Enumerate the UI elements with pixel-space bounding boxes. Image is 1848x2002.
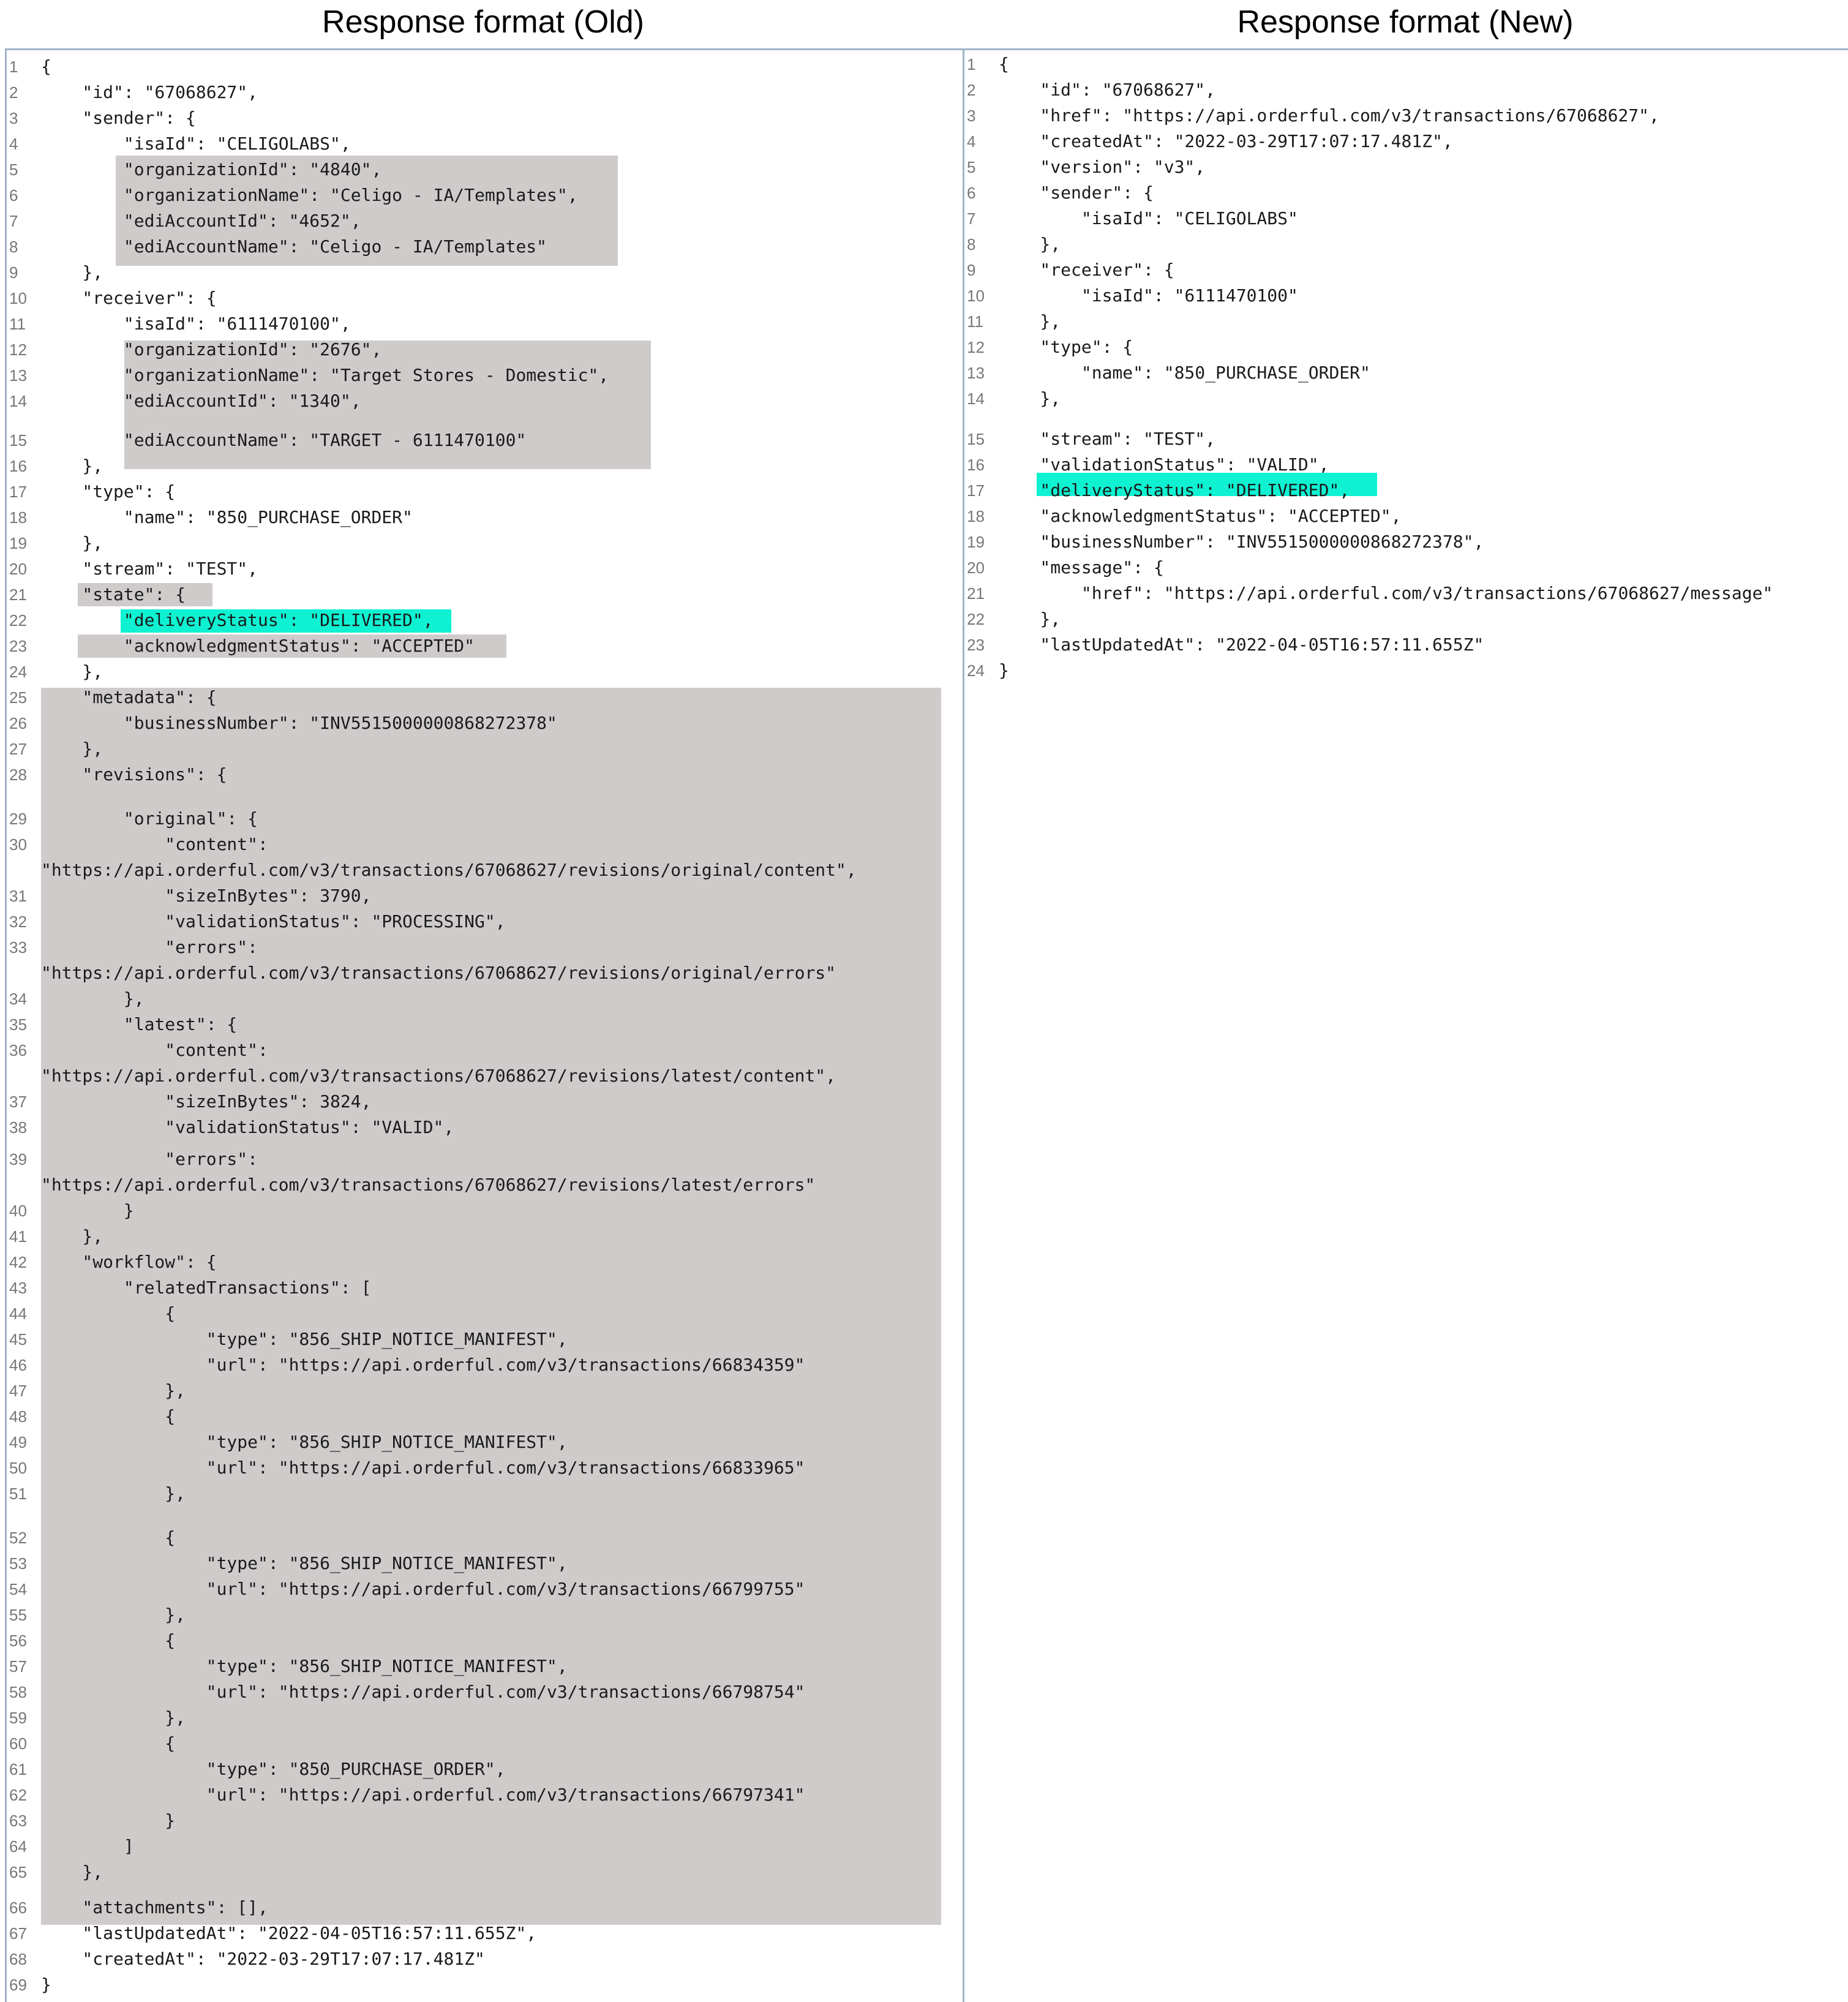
code-line: [7, 1352, 963, 1378]
code-text: "deliveryStatus": "DELIVERED",: [999, 480, 1350, 500]
code-text: "ediAccountName": "TARGET - 6111470100": [41, 430, 527, 450]
line-number: 5: [9, 160, 18, 179]
line-number: 58: [9, 1683, 27, 1701]
code-text: },: [999, 388, 1061, 408]
code-line: [7, 1834, 963, 1859]
code-line: [7, 1063, 963, 1089]
line-number: 21: [9, 585, 27, 604]
code-text: },: [41, 739, 103, 759]
code-text: "sizeInBytes": 3790,: [41, 886, 372, 906]
code-line: [7, 710, 963, 736]
code-text: "type": "856_SHIP_NOTICE_MANIFEST",: [41, 1656, 568, 1676]
code-line: [7, 1249, 963, 1275]
code-text: "deliveryStatus": "DELIVERED",: [41, 610, 434, 630]
line-number: 13: [9, 366, 27, 385]
code-text: "errors":: [41, 1149, 258, 1169]
code-text: {: [41, 1630, 176, 1650]
line-number: 11: [9, 315, 26, 333]
code-line: [7, 857, 963, 883]
code-line: [7, 909, 963, 935]
line-number: 60: [9, 1734, 27, 1753]
code-line: [7, 1404, 963, 1429]
code-text: },: [999, 311, 1061, 331]
line-number: 25: [9, 688, 27, 707]
line-number: 16: [9, 457, 27, 475]
code-line: [7, 1012, 963, 1037]
code-text: "id": "67068627",: [999, 80, 1216, 100]
code-line: [7, 311, 963, 337]
code-text: "sender": {: [999, 183, 1154, 203]
line-number: 9: [967, 261, 976, 279]
code-line: [7, 1378, 963, 1404]
line-number: 12: [967, 338, 985, 356]
line-number: 27: [9, 740, 27, 758]
code-text: "isaId": "CELIGOLABS": [999, 208, 1298, 228]
code-line: [964, 154, 1848, 180]
code-line: [7, 736, 963, 762]
code-line: [7, 234, 963, 260]
code-line: [7, 530, 963, 556]
code-text: "href": "https://api.orderful.com/v3/transactions/67068627",: [999, 105, 1659, 126]
code-line: [7, 1198, 963, 1224]
code-line: [964, 309, 1848, 334]
line-number: 11: [967, 312, 983, 331]
code-line: [7, 479, 963, 505]
code-text: "type": {: [41, 481, 176, 502]
line-number: 55: [9, 1606, 27, 1624]
code-text: "original": {: [41, 808, 258, 829]
code-line: [964, 478, 1848, 503]
code-text: }: [999, 660, 1009, 680]
new-format-code-panel: [963, 48, 1848, 2002]
code-text: "stream": "TEST",: [41, 559, 258, 579]
code-text: "lastUpdatedAt": "2022-04-05T16:57:11.655Z",: [41, 1923, 537, 1943]
code-text: "createdAt": "2022-03-29T17:07:17.481Z",: [999, 131, 1453, 151]
code-line: [7, 505, 963, 530]
code-text: },: [41, 1380, 186, 1401]
code-text: },: [41, 1605, 186, 1625]
code-line: [7, 1429, 963, 1455]
line-number: 45: [9, 1330, 27, 1349]
line-number: 9: [9, 263, 18, 282]
code-line: [7, 1481, 963, 1507]
code-line: [964, 51, 1848, 77]
code-line: [7, 1731, 963, 1756]
line-number: 39: [9, 1150, 27, 1168]
line-number: 34: [9, 990, 27, 1008]
code-line: [7, 427, 963, 453]
code-text: "organizationId": "2676",: [41, 339, 382, 359]
code-text: "type": "856_SHIP_NOTICE_MANIFEST",: [41, 1329, 568, 1349]
line-number: 49: [9, 1433, 27, 1451]
code-text: "acknowledgmentStatus": "ACCEPTED": [41, 636, 475, 656]
line-number: 18: [9, 508, 27, 527]
line-number: 36: [9, 1041, 27, 1059]
code-line: [964, 257, 1848, 283]
code-line: [7, 363, 963, 388]
code-text: "type": {: [999, 337, 1133, 357]
code-line: [7, 1115, 963, 1140]
code-line: [7, 1172, 963, 1198]
code-text: "type": "856_SHIP_NOTICE_MANIFEST",: [41, 1553, 568, 1573]
code-text: }: [41, 1810, 176, 1831]
line-number: 47: [9, 1382, 27, 1400]
new-format-title: Response format (New): [1237, 4, 1574, 40]
code-text: "name": "850_PURCHASE_ORDER": [999, 363, 1370, 383]
code-text: "receiver": {: [999, 260, 1174, 280]
line-number: 61: [9, 1760, 27, 1778]
code-text: "sender": {: [41, 108, 196, 128]
code-text: "isaId": "6111470100",: [41, 314, 351, 334]
line-number: 64: [9, 1837, 27, 1856]
line-number: 26: [9, 714, 27, 732]
code-line: [7, 986, 963, 1012]
code-line: [7, 883, 963, 909]
code-text: },: [41, 1226, 103, 1246]
line-number: 17: [967, 481, 985, 500]
line-number: 10: [9, 289, 27, 307]
code-text: },: [999, 234, 1061, 254]
code-text: "type": "856_SHIP_NOTICE_MANIFEST",: [41, 1432, 568, 1452]
code-text: },: [41, 262, 103, 282]
line-number: 66: [9, 1899, 27, 1917]
code-text: ]: [41, 1836, 134, 1856]
code-line: [7, 1525, 963, 1551]
line-number: 14: [967, 389, 985, 408]
line-number: 35: [9, 1015, 27, 1034]
code-text: "latest": {: [41, 1014, 238, 1034]
code-line: [7, 1972, 963, 1998]
code-text: "https://api.orderful.com/v3/transactions/67068627/revisions/latest/errors": [41, 1175, 816, 1195]
line-number: 54: [9, 1580, 27, 1598]
line-number: 20: [967, 559, 985, 577]
code-line: [7, 105, 963, 131]
line-number: 38: [9, 1118, 27, 1137]
code-line: [964, 529, 1848, 555]
code-text: "organizationName": "Target Stores - Domestic",: [41, 365, 609, 385]
code-text: "ediAccountId": "1340",: [41, 391, 361, 411]
code-text: "url": "https://api.orderful.com/v3/transactions/66797341": [41, 1785, 805, 1805]
code-text: "revisions": {: [41, 764, 227, 785]
code-text: "href": "https://api.orderful.com/v3/transactions/67068627/message": [999, 583, 1773, 603]
code-text: "sizeInBytes": 3824,: [41, 1091, 372, 1112]
code-text: },: [41, 533, 103, 553]
code-text: "https://api.orderful.com/v3/transactions/67068627/revisions/original/content",: [41, 860, 857, 880]
code-line: [964, 632, 1848, 658]
line-number: 3: [967, 107, 976, 125]
line-number: 62: [9, 1786, 27, 1804]
code-line: [7, 1654, 963, 1679]
code-text: "ediAccountId": "4652",: [41, 211, 361, 231]
line-number: 44: [9, 1304, 27, 1323]
code-line: [964, 658, 1848, 683]
code-text: "content":: [41, 834, 268, 854]
line-number: 4: [967, 132, 976, 151]
code-line: [7, 1859, 963, 1885]
code-line: [964, 334, 1848, 360]
code-text: "isaId": "6111470100": [999, 285, 1298, 306]
code-text: "lastUpdatedAt": "2022-04-05T16:57:11.655Z": [999, 634, 1484, 655]
code-line: [7, 1037, 963, 1063]
line-number: 5: [967, 158, 976, 176]
code-text: {: [999, 54, 1009, 74]
line-number: 21: [967, 584, 985, 603]
code-text: "workflow": {: [41, 1252, 217, 1272]
code-text: "businessNumber": "INV5515000000868272378",: [999, 532, 1484, 552]
code-text: },: [999, 609, 1061, 629]
line-number: 17: [9, 483, 27, 501]
code-text: },: [41, 988, 145, 1009]
code-line: [7, 1705, 963, 1731]
line-number: 22: [9, 611, 27, 630]
code-text: "acknowledgmentStatus": "ACCEPTED",: [999, 506, 1402, 526]
code-line: [964, 231, 1848, 257]
code-text: "url": "https://api.orderful.com/v3/transactions/66798754": [41, 1682, 805, 1702]
line-number: 4: [9, 135, 18, 153]
line-number: 65: [9, 1863, 27, 1881]
code-line: [7, 762, 963, 788]
line-number: 22: [967, 610, 985, 628]
code-text: "url": "https://api.orderful.com/v3/transactions/66834359": [41, 1355, 805, 1375]
code-text: "metadata": {: [41, 687, 217, 707]
code-line: [964, 386, 1848, 412]
code-text: "https://api.orderful.com/v3/transactions/67068627/revisions/original/errors": [41, 963, 836, 983]
code-text: "errors":: [41, 937, 258, 957]
code-line: [964, 555, 1848, 581]
code-line: [964, 180, 1848, 206]
line-number: 28: [9, 766, 27, 784]
code-text: {: [41, 1406, 176, 1426]
line-number: 2: [967, 81, 976, 99]
code-text: "stream": "TEST",: [999, 429, 1216, 449]
line-number: 13: [967, 364, 985, 382]
code-text: "message": {: [999, 557, 1164, 578]
code-line: [7, 608, 963, 633]
line-number: 10: [967, 287, 985, 305]
code-line: [7, 582, 963, 608]
code-text: },: [41, 456, 103, 476]
code-text: "relatedTransactions": [: [41, 1278, 372, 1298]
line-number: 16: [967, 456, 985, 474]
line-number: 41: [9, 1227, 27, 1246]
code-line: [7, 960, 963, 986]
code-line: [964, 283, 1848, 309]
line-number: 42: [9, 1253, 27, 1271]
code-text: "id": "67068627",: [41, 82, 258, 102]
line-number: 30: [9, 835, 27, 854]
code-line: [964, 581, 1848, 606]
code-line: [964, 77, 1848, 103]
code-text: }: [41, 1200, 134, 1221]
code-line: [964, 129, 1848, 154]
line-number: 8: [9, 238, 18, 256]
code-line: [7, 1946, 963, 1972]
code-line: [7, 1921, 963, 1946]
code-text: "validationStatus": "VALID",: [999, 454, 1329, 475]
code-text: {: [41, 1527, 176, 1548]
code-line: [7, 1327, 963, 1352]
code-line: [7, 1576, 963, 1602]
line-number: 53: [9, 1554, 27, 1573]
line-number: 8: [967, 235, 976, 254]
code-text: "content":: [41, 1040, 268, 1060]
line-number: 69: [9, 1976, 27, 1994]
code-text: },: [41, 1707, 186, 1728]
line-number: 1: [967, 55, 976, 73]
code-text: "version": "v3",: [999, 157, 1206, 177]
line-number: 23: [967, 636, 985, 654]
code-text: "receiver": {: [41, 288, 217, 308]
code-line: [7, 685, 963, 710]
code-text: "businessNumber": "INV5515000000868272378": [41, 713, 557, 733]
line-number: 2: [9, 83, 18, 102]
line-number: 52: [9, 1529, 27, 1547]
code-text: {: [41, 56, 51, 77]
code-text: }: [41, 1974, 51, 1995]
line-number: 18: [967, 507, 985, 525]
line-number: 19: [9, 534, 27, 552]
code-line: [7, 659, 963, 685]
line-number: 3: [9, 109, 18, 127]
line-number: 23: [9, 637, 27, 655]
line-number: 43: [9, 1279, 27, 1297]
line-number: 29: [9, 810, 27, 828]
code-line: [964, 103, 1848, 129]
code-line: [7, 1275, 963, 1301]
code-text: "state": {: [41, 584, 186, 604]
line-number: 15: [9, 431, 27, 450]
code-line: [7, 1146, 963, 1172]
code-line: [7, 1895, 963, 1921]
code-line: [7, 131, 963, 157]
code-line: [7, 1782, 963, 1808]
line-number: 15: [967, 430, 985, 448]
code-line: [7, 1808, 963, 1834]
code-line: [7, 208, 963, 234]
code-line: [7, 80, 963, 105]
line-number: 40: [9, 1202, 27, 1220]
code-line: [7, 1628, 963, 1654]
line-number: 56: [9, 1631, 27, 1650]
code-line: [7, 1756, 963, 1782]
code-line: [7, 1679, 963, 1705]
line-number: 68: [9, 1950, 27, 1968]
line-number: 24: [9, 663, 27, 681]
line-number: 12: [9, 341, 27, 359]
old-format-code-panel: [5, 48, 963, 2002]
line-number: 51: [9, 1485, 27, 1503]
code-line: [7, 453, 963, 479]
code-line: [7, 806, 963, 832]
code-line: [7, 1089, 963, 1115]
line-number: 48: [9, 1407, 27, 1426]
code-line: [7, 832, 963, 857]
code-text: },: [41, 1862, 103, 1882]
code-text: "createdAt": "2022-03-29T17:07:17.481Z": [41, 1949, 485, 1969]
code-line: [7, 54, 963, 80]
line-number: 33: [9, 938, 27, 957]
code-line: [7, 157, 963, 183]
code-line: [7, 337, 963, 363]
code-text: "name": "850_PURCHASE_ORDER": [41, 507, 413, 527]
line-number: 32: [9, 913, 27, 931]
line-number: 19: [967, 533, 985, 551]
code-line: [7, 1602, 963, 1628]
line-number: 6: [967, 184, 976, 202]
code-line: [7, 260, 963, 285]
line-number: 7: [9, 212, 18, 230]
line-number: 67: [9, 1924, 27, 1943]
code-line: [964, 503, 1848, 529]
code-text: },: [41, 1483, 186, 1503]
code-line: [7, 633, 963, 659]
line-number: 50: [9, 1459, 27, 1477]
code-line: [7, 285, 963, 311]
line-number: 20: [9, 560, 27, 578]
line-number: 14: [9, 392, 27, 410]
code-line: [7, 183, 963, 208]
code-line: [964, 606, 1848, 632]
code-line: [7, 935, 963, 960]
code-text: "attachments": [],: [41, 1897, 268, 1917]
line-number: 24: [967, 661, 985, 680]
code-text: "organizationId": "4840",: [41, 159, 382, 179]
code-text: "validationStatus": "VALID",: [41, 1117, 454, 1137]
code-text: "https://api.orderful.com/v3/transactions/67068627/revisions/latest/content",: [41, 1066, 836, 1086]
code-line: [7, 1301, 963, 1327]
code-text: {: [41, 1733, 176, 1753]
code-text: "type": "850_PURCHASE_ORDER",: [41, 1759, 506, 1779]
code-text: },: [41, 661, 103, 682]
code-line: [964, 452, 1848, 478]
code-text: "isaId": "CELIGOLABS",: [41, 134, 351, 154]
code-line: [7, 1224, 963, 1249]
code-line: [964, 360, 1848, 386]
old-format-title: Response format (Old): [322, 4, 644, 40]
code-line: [964, 426, 1848, 452]
code-text: "validationStatus": "PROCESSING",: [41, 911, 506, 931]
line-number: 31: [9, 887, 27, 905]
code-text: "ediAccountName": "Celigo - IA/Templates": [41, 236, 547, 257]
line-number: 59: [9, 1709, 27, 1727]
code-line: [964, 206, 1848, 231]
code-line: [7, 1455, 963, 1481]
line-number: 57: [9, 1657, 27, 1676]
code-text: {: [41, 1303, 176, 1323]
line-number: 46: [9, 1356, 27, 1374]
code-text: "url": "https://api.orderful.com/v3/transactions/66799755": [41, 1579, 805, 1599]
line-number: 37: [9, 1093, 27, 1111]
code-line: [7, 388, 963, 414]
line-number: 1: [9, 58, 18, 76]
code-text: "organizationName": "Celigo - IA/Templates",: [41, 185, 578, 205]
line-number: 63: [9, 1812, 27, 1830]
code-line: [7, 556, 963, 582]
code-text: "url": "https://api.orderful.com/v3/transactions/66833965": [41, 1458, 805, 1478]
line-number: 6: [9, 186, 18, 205]
line-number: 7: [967, 209, 976, 228]
code-line: [7, 1551, 963, 1576]
